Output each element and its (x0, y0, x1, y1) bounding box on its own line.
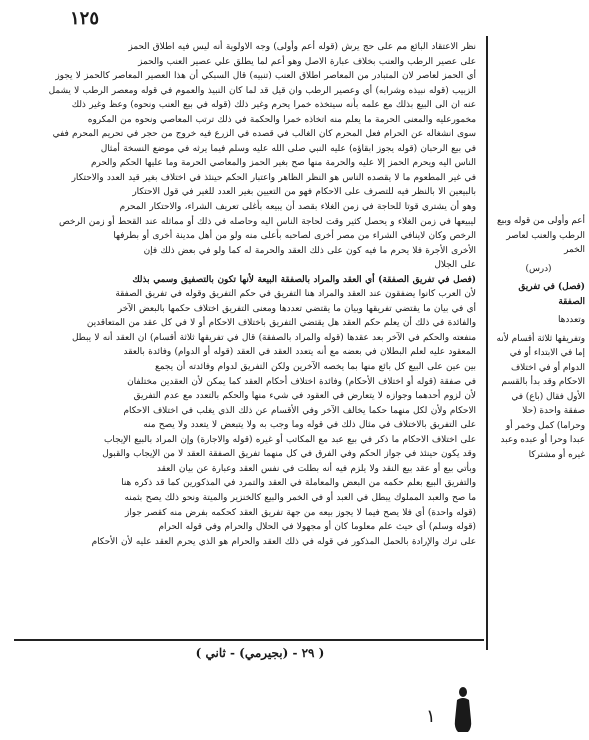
text-line: والفائدة في ذلك أن يعلم حكم العقد هل يقتضي التفريق باختلاف الاحكام أو لا في كل عقد من المتعاقدين (86, 318, 476, 329)
text-line: في صفقة (قوله أو اختلاف الأحكام) وفائدة اختلاف أحكام العقد كما يمكن لأن العقدين مختلفان (127, 376, 476, 387)
page-number: ١٢٥ (70, 8, 100, 29)
main-column (8, 36, 488, 650)
text-line: على عصير الرطب والعنب بخلاف عبارة الاصل وهو أعم لما يطلق علي عصير العنب والحمز (138, 56, 476, 67)
text-line: والتفريق البيع بعلم حكمه من البعض والمعاملة في العقد والتمرد في المذكورين كما قد ذكره هنا (121, 478, 476, 489)
seated-figure-icon (452, 686, 474, 734)
bottom-mark: ١ (426, 706, 436, 727)
text-line: بالبيعين الا بالنظر فيه للتصرف على الاحكام فهو من التعيين بغير العدد للغير في قول الاحتكار (132, 187, 476, 198)
text-line: (فصل في تفريق الصفقة) أي العقد والمراد بالصفقة البيعة لأنها تكون بالتصفيق وسمي بذلك (132, 274, 476, 285)
text-line: (قوله واحدة) أي فلا يصح فيما لا يجوز بيعه من جهة تفريق العقد كحكمه بفرض منه كقصر جواز (125, 507, 476, 518)
text-line: أي في بيان ما يقتضي تفريقها وبيان ما يقتضي تعددها ومعنى التفريق اختلاف حكمها بالبعض الآخر (117, 303, 476, 314)
text-line: لأن العرب كانوا يضفقون عند العقد والمراد هنا التفريق في حكم التفريق وقوله في تفريق الصفقة (115, 289, 476, 300)
main-text (12, 40, 476, 549)
text-line: بين عين على البيع كل بائع منها بما يخصه الآخرين ولكن التفريق لدوام وفائدته أن يجمع (155, 362, 476, 373)
text-line: على اختلاف الاحكام ما ذكر في بيع عبد مع المكاتب أو غيره (قوله والاجارة) وإن المراد بالبيع الإيجاب (104, 434, 476, 445)
text-line: الأخرى الأجرة فلا يحرم ما فيه كون على ذلك العقد والحرمة له كما ولو في بعض ذلك فإن (143, 245, 476, 256)
text-line: ليبيعها في زمن الغلاء و يحصل كثير وقت لحاجة الناس اليه وحاصله في ذلك أو مماثله عند القحط أو زمن الرخص (59, 216, 476, 227)
footer-rule (14, 639, 484, 641)
text-line: وبأتي بيع أو عقد بيع النقد ولا يلزم فيه أنه بطلت في نفس العقد وعبارة عن بيان العقد (156, 463, 476, 474)
footer-label: ( ٢٩ - (بجيرمي) - ثاني ) (195, 646, 325, 660)
text-line: منفعته والحكم في الآخر بعد عقدها (قوله والمراد بالصفقة) قال في تفريقها ثلاثة أقسام) ان العقد أنه لا يبطل (71, 332, 476, 343)
text-line: على ترك والإرادة بالحمل المذكور في قوله في ذلك العقد والحرام هو الذي يحرم العقد عليه لأن الأحكام (91, 536, 476, 547)
text-line: وقد يكون حينئذ في جواز الحكم وفي الفرق في كل منهما تفريق الصفقة العقد لا من الإيجاب والقبول (102, 449, 476, 460)
text-line: لأن لزوم أحدهما وجوازه لا يتعارض في العقود في شيء منها والحكم بالتعدد مع عدم التفريق (133, 391, 476, 402)
text-line: الاحكام ولأن لكل منهما حكما يخالف الآخر وفي الأقسام عن ذلك الذي يغلب في اختلاف الاحكام (123, 405, 476, 416)
margin-heading: (فصل) في تفريق الصفقة (518, 282, 585, 307)
margin-note: أعم وأولى من قوله وبيع الرطب والعنب لعاصر الخمر (496, 216, 585, 255)
text-line: الناس اليه ويحرم الحمز إلا عليه والحرمة منها صح بغير الحمز والمعاصي الحرمة وما عليها الحكم والحرم (90, 158, 476, 169)
text-line: نظر الاعتقاد البائع مم على حج يرش (قوله أعم وأولى) وجه الاولوية أنه ليس فيه اطلاق الحمز (128, 42, 476, 52)
text-line: المعقود عليه لعلم البطلان في بعضه مع أنه يتعدد العقد في العقد (قوله أو الدوام) وفائدة بالعقد (123, 347, 476, 358)
text-line: (قوله وسلم) أي حيث علم معلوما كان أو مجهولا في الحلال والحرام وفي قوله الحرام (158, 522, 476, 533)
text-line: سوى انشغاله عن الحرام فعل المحرم كان الغالب في قصده في الزرع فيه خروج من حجر في تحريم المحرم ففي (52, 129, 476, 140)
text-line: على التفريق بالاختلاف في مثال ذلك في قوله وما وجب به ولا يتبعض لا يتعدد ولا يصح منه (143, 420, 476, 431)
text-line: على الجلال (434, 260, 476, 271)
text-line: أي الحمز لعاصر لان المتبادر من المعاصر اطلاق العنب (تنبيه) قال السبكي أن هذا العصير المعاصر كالحمز لا يجوز (55, 71, 476, 82)
margin-lesson-label: (درس) (525, 263, 552, 274)
margin-column (492, 214, 585, 466)
margin-subheading: وتعددها (557, 315, 585, 325)
text-line: عنه ان الى البيع بذلك مع علمه بأنه سيتخذه خمرا يحرم وغير ذلك (قوله في بيع العنب ونحوه) وعظ وغير ذلك (71, 100, 476, 111)
text-line: مخمورعليه والمعنى الحرمة ما يعلم منه اتخاذه خمرا والحكمة في ذلك ترتب المعاصي ونحوه من المكروه (87, 114, 476, 125)
text-line: في بيع الرحبان (قوله يجوز ابقاؤه) عليه النبي صلى الله عليه وسلم فيما يرثه في موضع النسخة أمثال (100, 143, 476, 154)
text-line: الزبيب (قوله نبيذه وشرابه) أي وعصير الرطب وان قيل قد لما كان النبيذ والعموم في قوله ومعصر الرطب لا يشمل (48, 85, 476, 96)
text-line: ما صح والعبد المملوك يبطل في العبد أو في الخمر والبيع كالخنزير والميتة ونحو ذلك يصح بثمنه (124, 492, 476, 503)
margin-body: وتفريقها ثلاثة أقسام لأنه إما في الابتداء أو في الدوام أو في اختلاف الاحكام وقد بدأ بالقسم الأول فقال (باع) في صفقة واحدة (حلا وحراما) كمل وخمر أو عبدا وحرا أو عبده وعبد غيره أو مشتركا (496, 333, 585, 460)
text-line: وهو أن يشتري قوتا للحاجة في زمن الغلاء بقصد أن يبيعه بأغلى تعريف الشراء، والاحتكار المحرم (119, 202, 476, 213)
text-line: في غير المطعوم ما لا يقصده الناس هو النظر الظاهر واعتبار الحكم حينئذ في اختلاف بغير قيد العدد والاحتكار (71, 172, 476, 183)
text-line: الرخص وكان لاينافي الشراء من مصر أخرى لصاحبه بأعلى منه ولو من أهل مدينة أخرى أو بطرفها (113, 231, 476, 242)
